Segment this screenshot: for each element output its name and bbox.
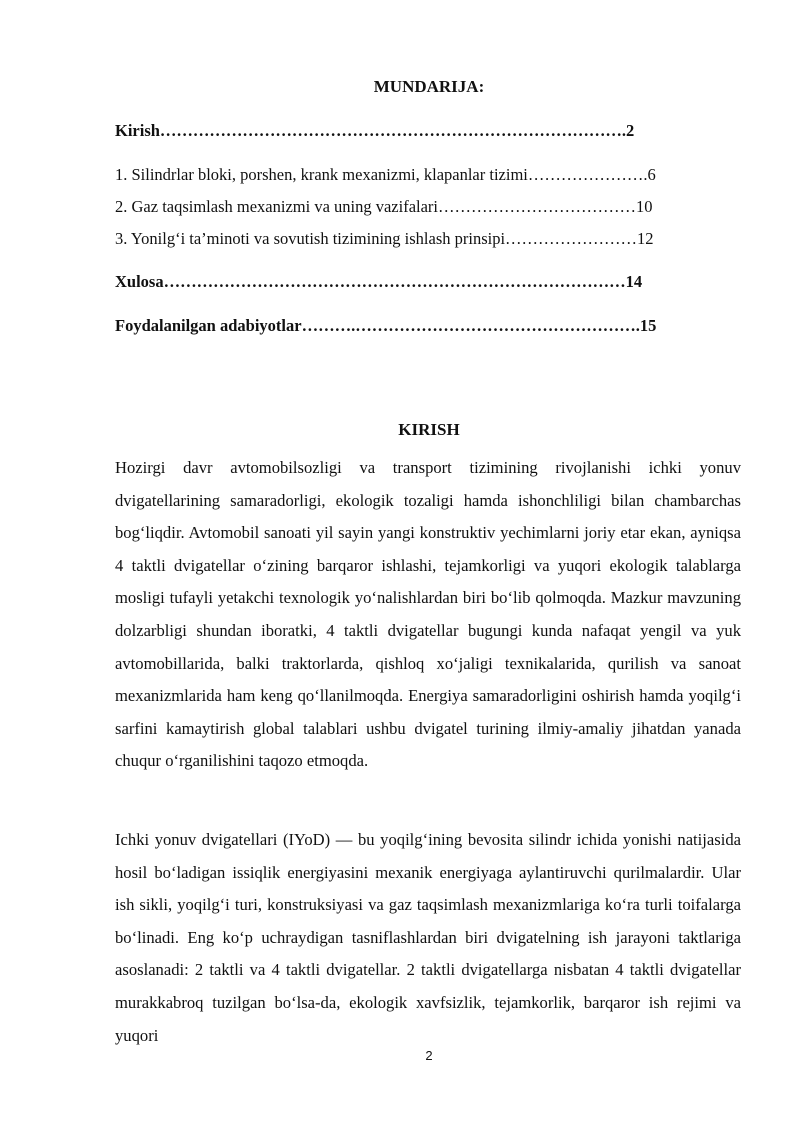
section-title: KIRISH (398, 420, 460, 439)
toc-entry-references: Foydalanilgan adabiyotlar……….…………………………………………….15 (115, 316, 657, 335)
page-number: 2 (425, 1048, 433, 1063)
toc-entry-chapter-1: 1. Silindrlar bloki, porshen, krank mexanizmi, klapanlar tizimi………………….6 (115, 165, 656, 184)
paragraph-2: Ichki yonuv dvigatellari (IYoD) — bu yoqilg‘ining bevosita silindr ichida yonishi natijasida hosil bo‘ladigan issiqlik energiyasini mexanik energiyaga aylantiruvchi qurilmalardir. Ular ish sikli, yoqilg‘i turi, konstruksiyasi va gaz taqsimlash mexanizmlariga ko‘ra turli toifalarga bo‘linadi. Eng ko‘p uchraydigan tasniflashlardan biri dvigatelning ish jarayoni taktlariga asoslanadi: 2 taktli va 4 taktli dvigatellar. 2 taktli dvigatellarga nisbatan 4 taktli dvigatellar murakkabroq tuzilgan bo‘lsa-da, ekologik xavfsizlik, tejamkorlik, barqaror ish rejimi va yuqori (115, 830, 741, 1045)
toc-title: MUNDARIJA: (373, 77, 485, 96)
toc-entry-introduction: Kirish………………………………………………………………………….2 (115, 121, 635, 140)
toc-entry-chapter-3: 3. Yonilg‘i ta’minoti va sovutish tizimining ishlash prinsipi……………………12 (115, 229, 654, 248)
toc-entry-conclusion: Xulosa…………………………………………………………………………14 (115, 272, 643, 291)
paragraph-1: Hozirgi davr avtomobilsozligi va transport tizimining rivojlanishi ichki yonuv dvigatellarining samaradorligi, ekologik tozaligi hamda ishonchliligi bilan chambarchas bog‘liqdir. Avtomobil sanoati yil sayin yangi konstruktiv yechimlarni joriy etar ekan, ayniqsa 4 taktli dvigatellar o‘zining barqaror ishlashi, tejamkorligi va yuqori ekologik talablarga mosligi tufayli yetakchi texnologik yo‘nalishlardan biri bo‘lib qolmoqda. Mazkur mavzuning dolzarbligi shundan iboratki, 4 taktli dvigatellar bugungi kunda nafaqat yengil va yuk avtomobillarida, balki traktorlarda, qishloq xo‘jaligi texnikalarida, qurilish va sanoat mexanizmlarida ham keng qo‘llanilmoqda. Energiya samaradorligini oshirish hamda yoqilg‘i sarfini kamaytirish global talablari ushbu dvigatel turining ilmiy-amaliy jihatdan yanada chuqur o‘rganilishini taqozo etmoqda. (115, 458, 741, 771)
toc-entry-chapter-2: 2. Gaz taqsimlash mexanizmi va uning vazifalari………………………………10 (115, 197, 653, 216)
